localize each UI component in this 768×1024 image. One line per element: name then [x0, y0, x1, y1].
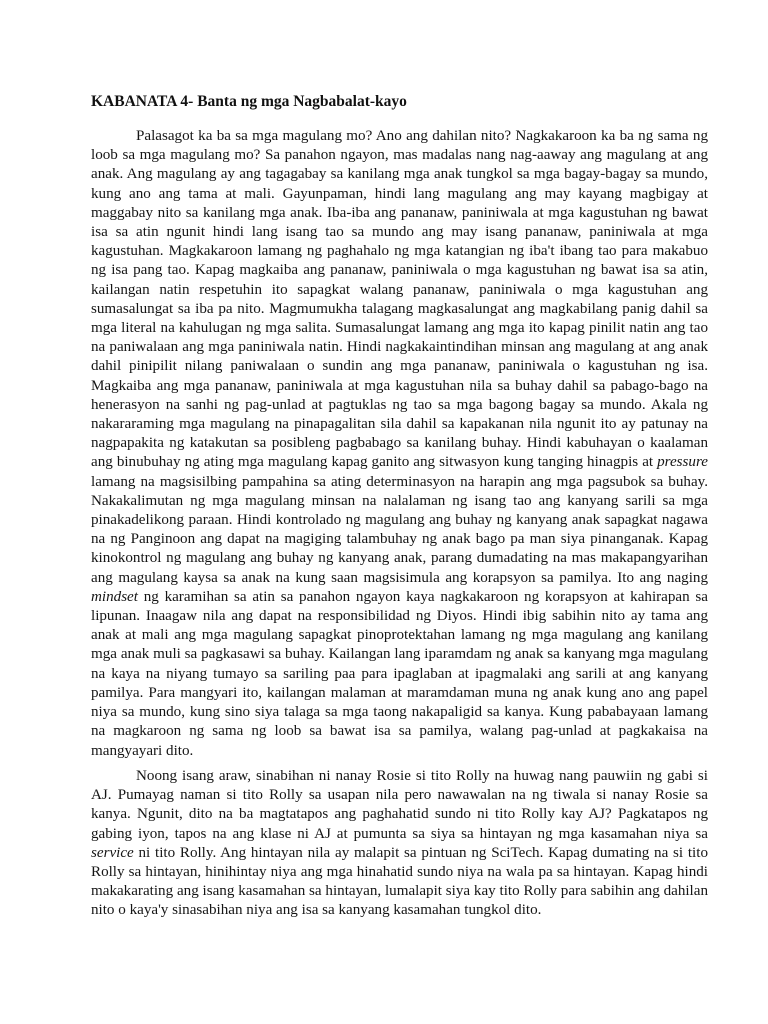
body-paragraph-1 [91, 127, 708, 761]
chapter-title: KABANATA 4- Banta ng mga Nagbabalat-kayo [91, 93, 407, 110]
italic-term-pressure: pressure [657, 454, 708, 471]
italic-term-service: service [91, 844, 134, 861]
body-paragraph-2 [91, 767, 708, 921]
paragraph-1-text-c: ng karamihan sa atin sa panahon ngayon kaya nagkakaroon ng korapsyon at kahirapan sa lipunan. Inaagaw nila ang dapat na responsibilidad ng Diyos. Hindi ibig sabihin nito ay tama ang anak at mali ang mga magulang sapagkat pinoprotektahan lamang ng mga magulang ang kanilang mga anak muli sa pagkasawi sa buhay. Kailangan lang iparamdam ng anak sa kanyang mga magulang na kaya na niyang tumayo sa sariling paa para ipaglaban at ipagmalaki ang sarili at ang kanyang pamilya. Para mangyari ito, kailangan malaman at maramdaman muna ng anak kung ano ang papel niya sa mundo, kung sino siya talaga sa mga taong nakapaligid sa kanya. Kung pababayaan lamang na magkaroon ng sama ng loob sa bawat isa sa pamilya, walang pag-unlad at pagkakaisa na mangyayari dito. [91, 588, 708, 759]
paragraph-1-text-a: Palasagot ka ba sa mga magulang mo? Ano ang dahilan nito? Nagkakaroon ka ba ng sama ng loob sa mga magulang mo? Sa panahon ngayon, mas madalas nang nag-aaway ang magulang at ang anak. Ang magulang ay ang tagagabay sa kanilang mga anak tungkol sa mga bagay-bagay sa mundo, kung ano ang tama at mali. Gayunpaman, hindi lang magulang ang may kayang magbigay at maggabay nito sa kanilang mga anak. Iba-iba ang pananaw, paniniwala at mga kagustuhan ng bawat isa sa atin ngunit hindi lang isang tao sa mundo ang may isang pananaw, paniniwala at mga kagustuhan. Magkakaroon lamang ng paghahalo ng mga katangian ng iba't ibang tao para makabuo ng isa pang tao. Kapag magkaiba ang pananaw, paniniwala o mga kagustuhan ng bawat isa sa atin, kailangan natin respetuhin ito sapagkat walang pananaw, paniniwala o mga kagustuhan ang sumasalungat sa iba pa nito. Magmumukha talagang magkasalungat ang magkabilang panig dahil sa mga literal na kahulugan ng mga salita. Sumasalungat lamang ang mga ito kapag pinilit natin ang tao na paniwalaan ang mga paniniwala natin. Hindi nagkakaintindihan minsan ang magulang at ang anak dahil pinipilit nilang paniwalaan o sundin ang mga pananaw, paniniwala o kagustuhan ng isa. Magkaiba ang mga pananaw, paniniwala at mga kagustuhan nila sa buhay dahil sa pabago-bago na henerasyon na sanhi ng pag-unlad at pagtuklas ng tao sa mga bagong bagay sa mundo. Akala ng nakararaming mga magulang na pinapagalitan sila dahil sa kapakanan nila ngunit ito ay patunay na nagpapakita ng katakutan sa posibleng pagbabago sa kanilang buhay. Hindi kabuhayan o kaalaman ang binubuhay ng ating mga magulang kapag ganito ang sitwasyon kung tanging hinagpis at [91, 128, 708, 471]
paragraph-2-text-b: ni tito Rolly. Ang hintayan nila ay malapit sa pintuan ng SciTech. Kapag dumating na si tito Rolly sa hintayan, hinihintay niya ang mga hinahatid sundo niya na wala pa sa hintayan. Kapag hindi makakarating ang isang kasamahan sa hintayan, lumalapit siya kay tito Rolly para sabihin ang dahilan nito o kaya'y sinasabihan niya ang isa sa kanyang kasamahan tungkol dito. [91, 844, 708, 919]
italic-term-mindset: mindset [91, 588, 138, 605]
paragraph-2-text-a: Noong isang araw, sinabihan ni nanay Rosie si tito Rolly na huwag nang pauwiin ng gabi si AJ. Pumayag naman si tito Rolly sa usapan nila pero nawawalan na ng tiwala si nanay Rosie sa kanya. Ngunit, dito na ba magtatapos ang paghahatid sundo ni tito Rolly kay AJ? Pagkatapos ng gabing iyon, tapos na ang klase ni AJ at pumunta sa siya sa hintayan ng mga kasamahan niya sa [91, 768, 708, 842]
paragraph-1-text-b: lamang na magsisilbing pampahina sa ating determinasyon na harapin ang mga pagsubok sa buhay. Nakakalimutan ng mga magulang minsan na nalalaman ng isang tao ang kanyang sarili sa mga pinakadelikong paraan. Hindi kontrolado ng magulang ang buhay ng kanyang anak sapagkat nagawa na ng Panginoon ang dapat na magiging talambuhay ng anak bago pa man siya pinanganak. Kapag kinokontrol ng magulang ang buhay ng kanyang anak, parang dumadating na mas makapangyarihan ang magulang kaysa sa anak na kung saan magsisimula ang korapsyon sa pamilya. Ito ang naging [91, 473, 708, 586]
